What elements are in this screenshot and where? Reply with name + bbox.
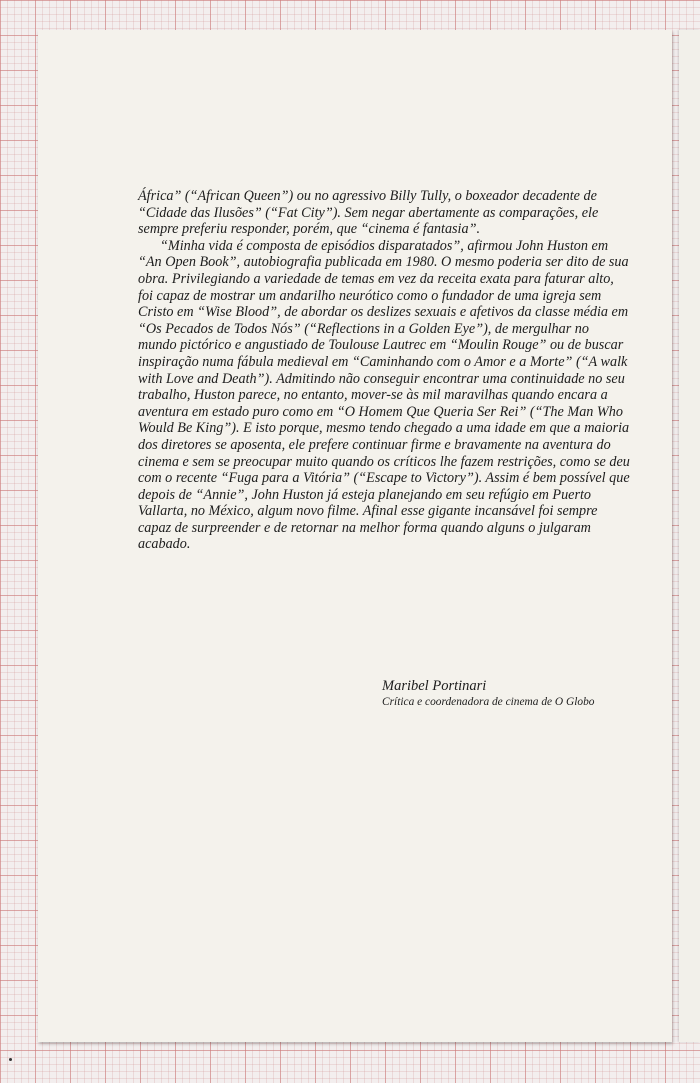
paper-speck	[9, 1058, 12, 1061]
signature-block	[382, 678, 594, 709]
author-role: Crítica e coordenadora de cinema de O Globo	[382, 696, 595, 708]
paragraph-2: “Minha vida é composta de episódios disparatados”, afirmou John Huston em “An Open Book”, autobiografia publicada em 1980. O mesmo poderia ser dito de sua obra. Privilegiando a variedade de temas em vez da receita exata para faturar alto, foi capaz de mostrar um andarilho neurótico como o fundador de uma igreja sem Cristo em “Wise Blood”, de abordar os deslizes sexuais e afetivos da classe média em “Os Pecados de Todos Nós” (“Reflections in a Golden Eye”), de mergulhar no mundo pictórico e angustiado de Toulouse Lautrec em “Moulin Rouge” ou de buscar inspiração numa fábula medieval em “Caminhando com o Amor e a Morte” (“A walk with Love and Death”). Admitindo não conseguir encontrar uma continuidade no seu trabalho, Huston parece, no entanto, mover-se às mil maravilhas quando encara a aventura em estado puro como em “O Homem Que Queria Ser Rei” (“The Man Who Would Be King”). E isto porque, mesmo tendo chegado a uma idade em que a maioria dos diretores se aposenta, ele prefere continuar firme e bravamente na aventura do cinema e sem se preocupar muito quando os críticos lhe fazem restrições, como se deu com o recente “Fuga para a Vitória” (“Escape to Victory”). Assim é bem possível que depois de “Annie”, John Huston já esteja planejando em seu refúgio em Puerto Vallarta, no México, algum novo filme. Afinal esse gigante incansável foi sempre capaz de surpreender e de retornar na melhor forma quando alguns o julgaram acabado.	[138, 237, 630, 553]
document-page	[38, 30, 672, 1042]
article-body	[138, 188, 630, 553]
next-page-edge	[679, 30, 700, 1042]
author-name: Maribel Portinari	[382, 678, 487, 694]
paragraph-1: África” (“African Queen”) ou no agressivo Billy Tully, o boxeador decadente de “Cidade das Ilusões” (“Fat City”). Sem negar abertamente as comparações, ele sempre preferiu responder, porém, que “cinema é fantasia”.	[138, 188, 599, 238]
